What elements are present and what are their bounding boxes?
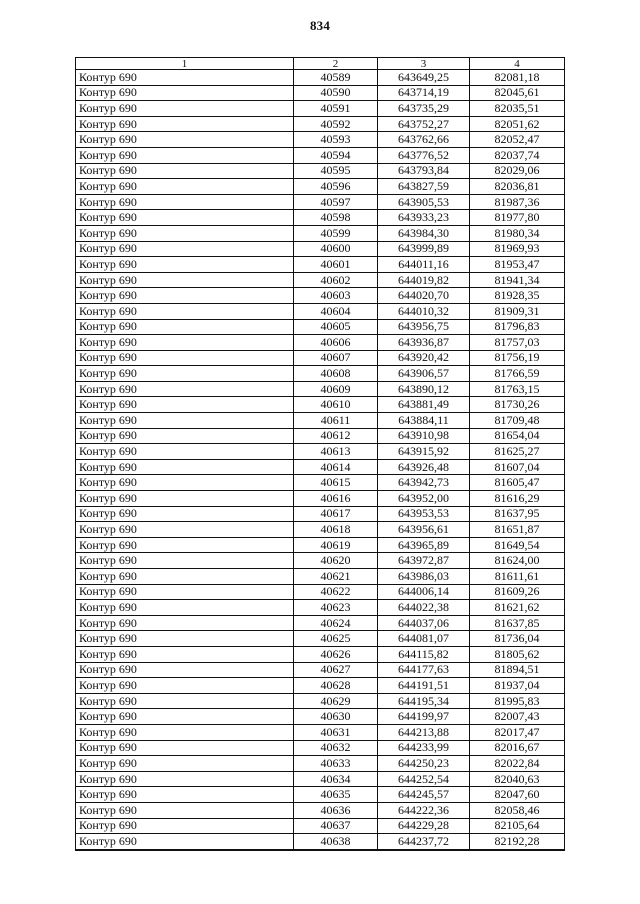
point-number-cell: 40624 xyxy=(294,615,378,631)
point-number-cell: 40635 xyxy=(294,787,378,803)
point-number-cell: 40620 xyxy=(294,553,378,569)
y-coordinate-cell: 82052,47 xyxy=(470,132,565,148)
point-number-cell: 40628 xyxy=(294,678,378,694)
x-coordinate-cell: 643762,66 xyxy=(378,132,470,148)
x-coordinate-cell: 644213,88 xyxy=(378,724,470,740)
contour-name-cell: Контур 690 xyxy=(76,147,294,163)
table-row xyxy=(76,553,565,569)
contour-name-cell: Контур 690 xyxy=(76,319,294,335)
x-coordinate-cell: 643910,98 xyxy=(378,428,470,444)
contour-name-cell: Контур 690 xyxy=(76,537,294,553)
table-row xyxy=(76,335,565,351)
table-row xyxy=(76,709,565,725)
table-row xyxy=(76,787,565,803)
point-number-cell: 40634 xyxy=(294,771,378,787)
contour-name-cell: Контур 690 xyxy=(76,834,294,850)
y-coordinate-cell: 81637,95 xyxy=(470,506,565,522)
x-coordinate-cell: 644191,51 xyxy=(378,678,470,694)
contour-name-cell: Контур 690 xyxy=(76,397,294,413)
contour-name-cell: Контур 690 xyxy=(76,802,294,818)
table-row xyxy=(76,802,565,818)
contour-name-cell: Контур 690 xyxy=(76,288,294,304)
x-coordinate-cell: 643956,75 xyxy=(378,319,470,335)
point-number-cell: 40638 xyxy=(294,834,378,850)
x-coordinate-cell: 644229,28 xyxy=(378,818,470,834)
table-body xyxy=(76,70,565,850)
table-row xyxy=(76,179,565,195)
contour-name-cell: Контур 690 xyxy=(76,631,294,647)
y-coordinate-cell: 81607,04 xyxy=(470,459,565,475)
contour-name-cell: Контур 690 xyxy=(76,615,294,631)
point-number-cell: 40623 xyxy=(294,600,378,616)
table-header-row xyxy=(76,58,565,70)
table-row xyxy=(76,210,565,226)
contour-name-cell: Контур 690 xyxy=(76,693,294,709)
contour-name-cell: Контур 690 xyxy=(76,506,294,522)
x-coordinate-cell: 643752,27 xyxy=(378,116,470,132)
x-coordinate-cell: 644177,63 xyxy=(378,662,470,678)
point-number-cell: 40607 xyxy=(294,350,378,366)
y-coordinate-cell: 82035,51 xyxy=(470,101,565,117)
table-row xyxy=(76,646,565,662)
table-row xyxy=(76,491,565,507)
contour-name-cell: Контур 690 xyxy=(76,724,294,740)
x-coordinate-cell: 644022,38 xyxy=(378,600,470,616)
table-row xyxy=(76,288,565,304)
y-coordinate-cell: 82007,43 xyxy=(470,709,565,725)
table-row xyxy=(76,662,565,678)
x-coordinate-cell: 643986,03 xyxy=(378,569,470,585)
x-coordinate-cell: 643972,87 xyxy=(378,553,470,569)
table-row xyxy=(76,475,565,491)
y-coordinate-cell: 81654,04 xyxy=(470,428,565,444)
table-row xyxy=(76,600,565,616)
y-coordinate-cell: 81756,19 xyxy=(470,350,565,366)
table-row xyxy=(76,834,565,850)
y-coordinate-cell: 81894,51 xyxy=(470,662,565,678)
table-row xyxy=(76,225,565,241)
y-coordinate-cell: 81977,80 xyxy=(470,210,565,226)
point-number-cell: 40591 xyxy=(294,101,378,117)
x-coordinate-cell: 643984,30 xyxy=(378,225,470,241)
contour-name-cell: Контур 690 xyxy=(76,257,294,273)
table-row xyxy=(76,756,565,772)
table-row xyxy=(76,194,565,210)
point-number-cell: 40599 xyxy=(294,225,378,241)
contour-name-cell: Контур 690 xyxy=(76,163,294,179)
point-number-cell: 40619 xyxy=(294,537,378,553)
point-number-cell: 40610 xyxy=(294,397,378,413)
point-number-cell: 40608 xyxy=(294,366,378,382)
y-coordinate-cell: 81609,26 xyxy=(470,584,565,600)
x-coordinate-cell: 644237,72 xyxy=(378,834,470,850)
y-coordinate-cell: 81625,27 xyxy=(470,444,565,460)
point-number-cell: 40615 xyxy=(294,475,378,491)
point-number-cell: 40622 xyxy=(294,584,378,600)
x-coordinate-cell: 643920,42 xyxy=(378,350,470,366)
y-coordinate-cell: 81611,61 xyxy=(470,569,565,585)
x-coordinate-cell: 643714,19 xyxy=(378,85,470,101)
x-coordinate-cell: 643915,92 xyxy=(378,444,470,460)
table-row xyxy=(76,631,565,647)
point-number-cell: 40630 xyxy=(294,709,378,725)
y-coordinate-cell: 81621,62 xyxy=(470,600,565,616)
x-coordinate-cell: 644252,54 xyxy=(378,771,470,787)
y-coordinate-cell: 81616,29 xyxy=(470,491,565,507)
point-number-cell: 40598 xyxy=(294,210,378,226)
table-row xyxy=(76,615,565,631)
table-row xyxy=(76,584,565,600)
point-number-cell: 40603 xyxy=(294,288,378,304)
y-coordinate-cell: 82047,60 xyxy=(470,787,565,803)
x-coordinate-cell: 644195,34 xyxy=(378,693,470,709)
column-header-1: 1 xyxy=(76,58,294,70)
table-row xyxy=(76,740,565,756)
x-coordinate-cell: 643827,59 xyxy=(378,179,470,195)
y-coordinate-cell: 82040,63 xyxy=(470,771,565,787)
y-coordinate-cell: 81766,59 xyxy=(470,366,565,382)
y-coordinate-cell: 81941,34 xyxy=(470,272,565,288)
y-coordinate-cell: 82022,84 xyxy=(470,756,565,772)
point-number-cell: 40596 xyxy=(294,179,378,195)
table-row xyxy=(76,569,565,585)
x-coordinate-cell: 643953,53 xyxy=(378,506,470,522)
contour-name-cell: Контур 690 xyxy=(76,662,294,678)
y-coordinate-cell: 81605,47 xyxy=(470,475,565,491)
x-coordinate-cell: 643936,87 xyxy=(378,335,470,351)
x-coordinate-cell: 643942,73 xyxy=(378,475,470,491)
x-coordinate-cell: 643906,57 xyxy=(378,366,470,382)
x-coordinate-cell: 643999,89 xyxy=(378,241,470,257)
point-number-cell: 40600 xyxy=(294,241,378,257)
contour-name-cell: Контур 690 xyxy=(76,381,294,397)
contour-name-cell: Контур 690 xyxy=(76,444,294,460)
x-coordinate-cell: 644199,97 xyxy=(378,709,470,725)
y-coordinate-cell: 81937,04 xyxy=(470,678,565,694)
x-coordinate-cell: 644222,36 xyxy=(378,802,470,818)
table-row xyxy=(76,459,565,475)
x-coordinate-cell: 643956,61 xyxy=(378,522,470,538)
contour-name-cell: Контур 690 xyxy=(76,709,294,725)
point-number-cell: 40606 xyxy=(294,335,378,351)
point-number-cell: 40604 xyxy=(294,303,378,319)
x-coordinate-cell: 643776,52 xyxy=(378,147,470,163)
y-coordinate-cell: 81980,34 xyxy=(470,225,565,241)
x-coordinate-cell: 643926,48 xyxy=(378,459,470,475)
point-number-cell: 40589 xyxy=(294,70,378,86)
x-coordinate-cell: 644245,57 xyxy=(378,787,470,803)
contour-name-cell: Контур 690 xyxy=(76,116,294,132)
point-number-cell: 40625 xyxy=(294,631,378,647)
x-coordinate-cell: 644006,14 xyxy=(378,584,470,600)
table-row xyxy=(76,444,565,460)
table-row xyxy=(76,116,565,132)
contour-name-cell: Контур 690 xyxy=(76,600,294,616)
x-coordinate-cell: 644115,82 xyxy=(378,646,470,662)
x-coordinate-cell: 644233,99 xyxy=(378,740,470,756)
y-coordinate-cell: 82045,61 xyxy=(470,85,565,101)
contour-name-cell: Контур 690 xyxy=(76,132,294,148)
column-header-4: 4 xyxy=(470,58,565,70)
table-row xyxy=(76,70,565,86)
y-coordinate-cell: 82058,46 xyxy=(470,802,565,818)
point-number-cell: 40597 xyxy=(294,194,378,210)
point-number-cell: 40633 xyxy=(294,756,378,772)
contour-name-cell: Контур 690 xyxy=(76,584,294,600)
x-coordinate-cell: 643649,25 xyxy=(378,70,470,86)
contour-name-cell: Контур 690 xyxy=(76,179,294,195)
table-row xyxy=(76,678,565,694)
contour-name-cell: Контур 690 xyxy=(76,459,294,475)
x-coordinate-cell: 643890,12 xyxy=(378,381,470,397)
table-row xyxy=(76,163,565,179)
y-coordinate-cell: 81909,31 xyxy=(470,303,565,319)
contour-name-cell: Контур 690 xyxy=(76,787,294,803)
point-number-cell: 40611 xyxy=(294,413,378,429)
contour-name-cell: Контур 690 xyxy=(76,646,294,662)
contour-name-cell: Контур 690 xyxy=(76,225,294,241)
contour-name-cell: Контур 690 xyxy=(76,85,294,101)
contour-name-cell: Контур 690 xyxy=(76,569,294,585)
point-number-cell: 40605 xyxy=(294,319,378,335)
y-coordinate-cell: 82036,81 xyxy=(470,179,565,195)
y-coordinate-cell: 81736,04 xyxy=(470,631,565,647)
coordinates-table xyxy=(75,57,565,851)
y-coordinate-cell: 81796,83 xyxy=(470,319,565,335)
y-coordinate-cell: 81987,36 xyxy=(470,194,565,210)
table-row xyxy=(76,350,565,366)
table-row xyxy=(76,771,565,787)
contour-name-cell: Контур 690 xyxy=(76,272,294,288)
y-coordinate-cell: 82017,47 xyxy=(470,724,565,740)
point-number-cell: 40616 xyxy=(294,491,378,507)
column-header-2: 2 xyxy=(294,58,378,70)
table-row xyxy=(76,257,565,273)
point-number-cell: 40617 xyxy=(294,506,378,522)
y-coordinate-cell: 81651,87 xyxy=(470,522,565,538)
contour-name-cell: Контур 690 xyxy=(76,522,294,538)
contour-name-cell: Контур 690 xyxy=(76,553,294,569)
table-row xyxy=(76,693,565,709)
table-row xyxy=(76,272,565,288)
point-number-cell: 40631 xyxy=(294,724,378,740)
table-row xyxy=(76,241,565,257)
y-coordinate-cell: 82192,28 xyxy=(470,834,565,850)
contour-name-cell: Контур 690 xyxy=(76,194,294,210)
point-number-cell: 40632 xyxy=(294,740,378,756)
table-row xyxy=(76,132,565,148)
point-number-cell: 40609 xyxy=(294,381,378,397)
contour-name-cell: Контур 690 xyxy=(76,818,294,834)
y-coordinate-cell: 81709,48 xyxy=(470,413,565,429)
x-coordinate-cell: 644250,23 xyxy=(378,756,470,772)
contour-name-cell: Контур 690 xyxy=(76,210,294,226)
table-row xyxy=(76,397,565,413)
x-coordinate-cell: 643881,49 xyxy=(378,397,470,413)
point-number-cell: 40636 xyxy=(294,802,378,818)
point-number-cell: 40621 xyxy=(294,569,378,585)
contour-name-cell: Контур 690 xyxy=(76,303,294,319)
x-coordinate-cell: 643735,29 xyxy=(378,101,470,117)
table-row xyxy=(76,147,565,163)
point-number-cell: 40626 xyxy=(294,646,378,662)
x-coordinate-cell: 644081,07 xyxy=(378,631,470,647)
point-number-cell: 40637 xyxy=(294,818,378,834)
x-coordinate-cell: 643933,23 xyxy=(378,210,470,226)
table-row xyxy=(76,818,565,834)
x-coordinate-cell: 644020,70 xyxy=(378,288,470,304)
table-row xyxy=(76,381,565,397)
column-header-3: 3 xyxy=(378,58,470,70)
contour-name-cell: Контур 690 xyxy=(76,413,294,429)
point-number-cell: 40613 xyxy=(294,444,378,460)
contour-name-cell: Контур 690 xyxy=(76,475,294,491)
table-row xyxy=(76,428,565,444)
table-row xyxy=(76,724,565,740)
contour-name-cell: Контур 690 xyxy=(76,101,294,117)
y-coordinate-cell: 81730,26 xyxy=(470,397,565,413)
contour-name-cell: Контур 690 xyxy=(76,350,294,366)
table-row xyxy=(76,522,565,538)
contour-name-cell: Контур 690 xyxy=(76,771,294,787)
contour-name-cell: Контур 690 xyxy=(76,491,294,507)
point-number-cell: 40602 xyxy=(294,272,378,288)
contour-name-cell: Контур 690 xyxy=(76,335,294,351)
y-coordinate-cell: 82081,18 xyxy=(470,70,565,86)
point-number-cell: 40612 xyxy=(294,428,378,444)
point-number-cell: 40592 xyxy=(294,116,378,132)
y-coordinate-cell: 81637,85 xyxy=(470,615,565,631)
x-coordinate-cell: 643793,84 xyxy=(378,163,470,179)
contour-name-cell: Контур 690 xyxy=(76,366,294,382)
table-row xyxy=(76,85,565,101)
y-coordinate-cell: 81805,62 xyxy=(470,646,565,662)
x-coordinate-cell: 644019,82 xyxy=(378,272,470,288)
y-coordinate-cell: 82029,06 xyxy=(470,163,565,179)
y-coordinate-cell: 81757,03 xyxy=(470,335,565,351)
table-row xyxy=(76,101,565,117)
contour-name-cell: Контур 690 xyxy=(76,241,294,257)
point-number-cell: 40590 xyxy=(294,85,378,101)
point-number-cell: 40595 xyxy=(294,163,378,179)
y-coordinate-cell: 82051,62 xyxy=(470,116,565,132)
contour-name-cell: Контур 690 xyxy=(76,740,294,756)
y-coordinate-cell: 81624,00 xyxy=(470,553,565,569)
table-row xyxy=(76,506,565,522)
y-coordinate-cell: 82105,64 xyxy=(470,818,565,834)
table-row xyxy=(76,413,565,429)
x-coordinate-cell: 644010,32 xyxy=(378,303,470,319)
contour-name-cell: Контур 690 xyxy=(76,428,294,444)
y-coordinate-cell: 81953,47 xyxy=(470,257,565,273)
contour-name-cell: Контур 690 xyxy=(76,678,294,694)
y-coordinate-cell: 81969,93 xyxy=(470,241,565,257)
point-number-cell: 40618 xyxy=(294,522,378,538)
page-number: 834 xyxy=(309,18,331,33)
x-coordinate-cell: 643905,53 xyxy=(378,194,470,210)
table-row xyxy=(76,319,565,335)
contour-name-cell: Контур 690 xyxy=(76,70,294,86)
x-coordinate-cell: 643952,00 xyxy=(378,491,470,507)
point-number-cell: 40594 xyxy=(294,147,378,163)
point-number-cell: 40614 xyxy=(294,459,378,475)
y-coordinate-cell: 81928,35 xyxy=(470,288,565,304)
table-row xyxy=(76,303,565,319)
y-coordinate-cell: 81649,54 xyxy=(470,537,565,553)
point-number-cell: 40627 xyxy=(294,662,378,678)
x-coordinate-cell: 644037,06 xyxy=(378,615,470,631)
y-coordinate-cell: 82037,74 xyxy=(470,147,565,163)
contour-name-cell: Контур 690 xyxy=(76,756,294,772)
table-row xyxy=(76,366,565,382)
y-coordinate-cell: 81995,83 xyxy=(470,693,565,709)
x-coordinate-cell: 643884,11 xyxy=(378,413,470,429)
point-number-cell: 40601 xyxy=(294,257,378,273)
x-coordinate-cell: 643965,89 xyxy=(378,537,470,553)
table-row xyxy=(76,537,565,553)
point-number-cell: 40629 xyxy=(294,693,378,709)
y-coordinate-cell: 81763,15 xyxy=(470,381,565,397)
x-coordinate-cell: 644011,16 xyxy=(378,257,470,273)
y-coordinate-cell: 82016,67 xyxy=(470,740,565,756)
point-number-cell: 40593 xyxy=(294,132,378,148)
